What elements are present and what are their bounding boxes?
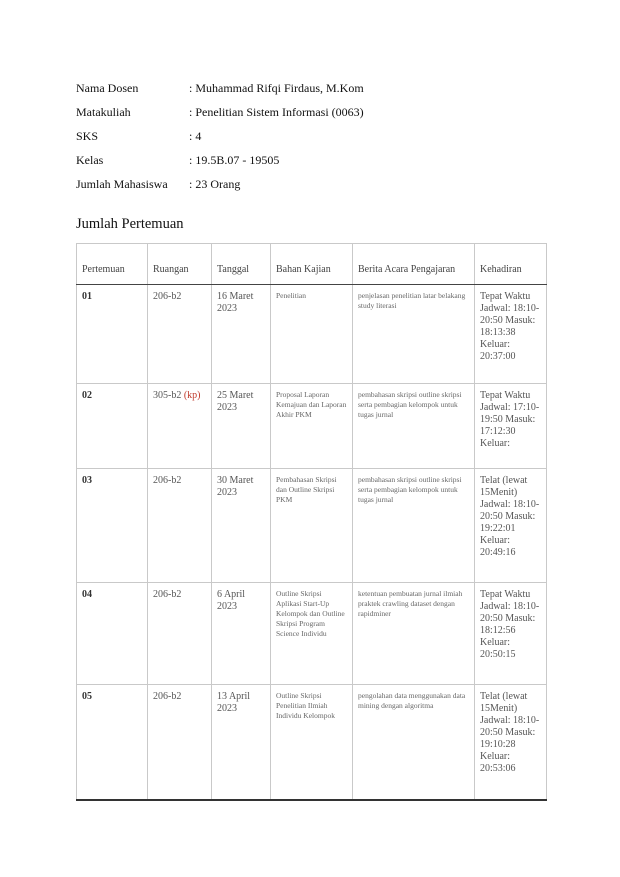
cell-attendance: Telat (lewat 15Menit) Jadwal: 18:10-20:50 Masuk: 19:22:01 Keluar: 20:49:16 [475,469,547,583]
meetings-table [76,243,547,801]
info-row-course [76,100,556,124]
cell-material: Outline Skripsi Aplikasi Start-Up Kelompok dan Outline Skripsi Program Science Individu [271,583,353,685]
info-row-students [76,172,556,196]
cell-attendance: Tepat Waktu Jadwal: 17:10-19:50 Masuk: 17:12:30 Keluar: [475,384,547,469]
info-row-lecturer [76,76,556,100]
cell-report: pengolahan data menggunakan data mining dengan algoritma [353,685,475,801]
info-row-credits [76,124,556,148]
info-row-class [76,148,556,172]
cell-attendance: Telat (lewat 15Menit) Jadwal: 18:10-20:50 Masuk: 19:10:28 Keluar: 20:53:06 [475,685,547,801]
info-label: Nama Dosen [76,80,139,95]
room-tag: (kp) [183,390,201,401]
cell-room [148,384,212,469]
cell-date: 6 April 2023 [212,583,271,685]
cell-attendance: Tepat Waktu Jadwal: 18:10-20:50 Masuk: 18:13:38 Keluar: 20:37:00 [475,285,547,384]
cell-material: Penelitian [271,285,353,384]
table-row [77,685,547,801]
room-code: 206-b2 [153,291,182,302]
cell-room [148,685,212,801]
room-code: 206-b2 [153,691,182,702]
cell-meeting-no: 05 [77,685,148,801]
header-date: Tanggal [212,244,271,285]
cell-report: pembahasan skripsi outline skripsi serta pembagian kelompok untuk tugas jurnal [353,384,475,469]
cell-meeting-no: 03 [77,469,148,583]
info-label: SKS [76,128,99,143]
cell-attendance: Tepat Waktu Jadwal: 18:10-20:50 Masuk: 18:12:56 Keluar: 20:50:15 [475,583,547,685]
cell-room [148,285,212,384]
cell-date: 25 Maret 2023 [212,384,271,469]
info-label: Kelas [76,152,104,167]
info-value: : 4 [189,128,202,143]
header-report: Berita Acara Pengajaran [353,244,475,285]
header-attendance: Kehadiran [475,244,547,285]
room-code: 206-b2 [153,589,182,600]
table-header-row [77,244,547,285]
table-row [77,583,547,685]
cell-meeting-no: 02 [77,384,148,469]
cell-date: 13 April 2023 [212,685,271,801]
info-label: Jumlah Mahasiswa [76,176,168,191]
header-room: Ruangan [148,244,212,285]
section-title: Jumlah Pertemuan [76,216,184,232]
header-meeting: Pertemuan [77,244,148,285]
header-material: Bahan Kajian [271,244,353,285]
table-row [77,285,547,384]
info-value: : Muhammad Rifqi Firdaus, M.Kom [189,80,364,95]
cell-meeting-no: 01 [77,285,148,384]
cell-date: 30 Maret 2023 [212,469,271,583]
cell-report: penjelasan penelitian latar belakang study literasi [353,285,475,384]
cell-material: Proposal Laporan Kemajuan dan Laporan Akhir PKM [271,384,353,469]
info-value: : 23 Orang [189,176,241,191]
room-code: 305-b2 [153,390,182,401]
cell-room [148,583,212,685]
info-label: Matakuliah [76,104,131,119]
cell-room [148,469,212,583]
cell-material: Outline Skripsi Penelitian Ilmiah Individu Kelompok [271,685,353,801]
cell-date: 16 Maret 2023 [212,285,271,384]
cell-report: ketentuan pembuatan jurnal ilmiah praktek crawling dataset dengan rapidminer [353,583,475,685]
table-row [77,384,547,469]
info-value: : Penelitian Sistem Informasi (0063) [189,104,364,119]
course-info [76,76,556,196]
cell-material: Pembahasan Skripsi dan Outline Skripsi PKM [271,469,353,583]
info-value: : 19.5B.07 - 19505 [189,152,280,167]
table-row [77,469,547,583]
room-code: 206-b2 [153,475,182,486]
cell-report: pembahasan skripsi outline skripsi serta pembagian kelompok untuk tugas jurnal [353,469,475,583]
cell-meeting-no: 04 [77,583,148,685]
